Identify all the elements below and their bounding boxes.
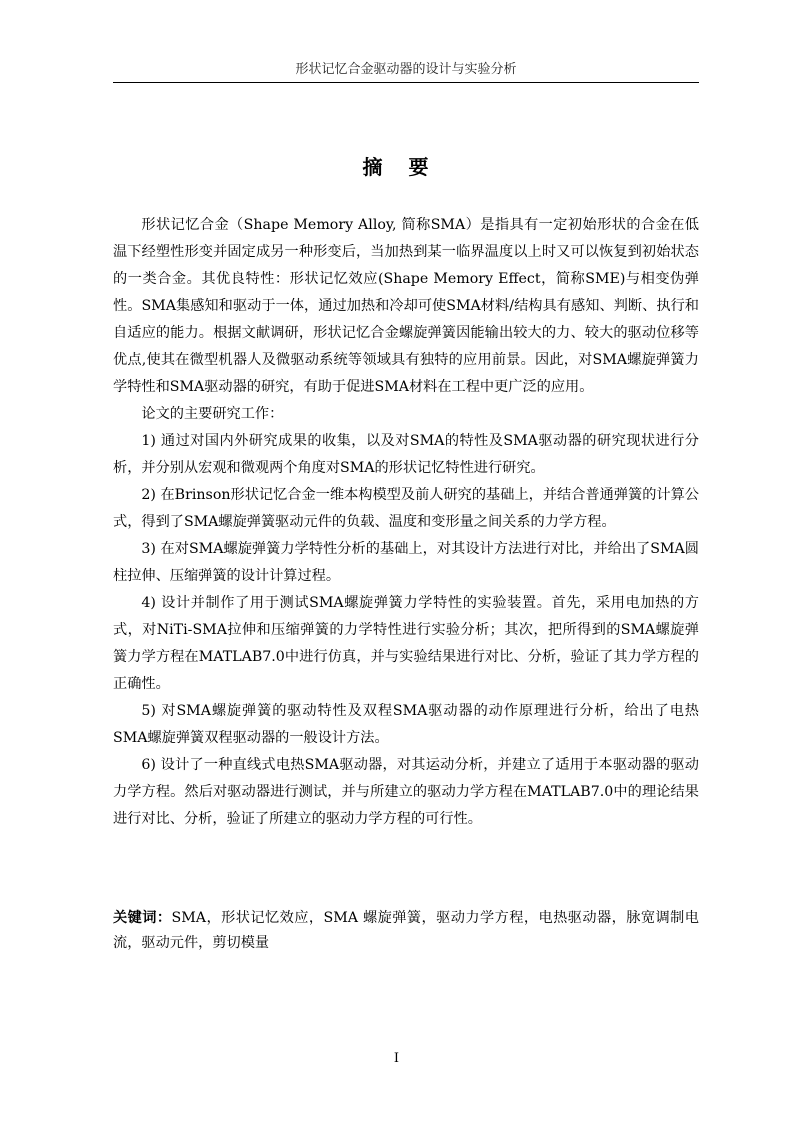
- abstract-paragraph-work-heading: 论文的主要研究工作：: [141, 406, 284, 422]
- page-number: I: [393, 1051, 400, 1066]
- keywords-label: 关键词：: [113, 910, 172, 926]
- running-header: [113, 58, 699, 83]
- abstract-paragraph-item-2: 2) 在Brinson形状记忆合金一维本构模型及前人研究的基础上，并结合普通弹簧的计算公式，得到了SMA螺旋弹簧驱动元件的负载、温度和变形量之间关系的力学方程。: [113, 487, 699, 530]
- abstract-paragraph-intro: 形状记忆合金（Shape Memory Alloy, 简称SMA）是指具有一定初始形状的合金在低温下经塑性形变并固定成另一种形变后，当加热到某一临界温度以上时又可以恢复到初始状态的一类合金。其优良特性：形状记忆效应(Shape Memory Effect，简称SME)与相变伪弹性。SMA集感知和驱动于一体，通过加热和冷却可使SMA材料/结构具有感知、判断、执行和自适应的能力。根据文献调研，形状记忆合金螺旋弹簧因能输出较大的力、较大的驱动位移等优点,使其在微型机器人及微驱动系统等领域具有独特的应用前景。因此，对SMA螺旋弹簧力学特性和SMA驱动器的研究，有助于促进SMA材料在工程中更广泛的应用。: [113, 217, 699, 395]
- abstract-paragraph-item-6: 6) 设计了一种直线式电热SMA驱动器，对其运动分析，并建立了适用于本驱动器的驱动力学方程。然后对驱动器进行测试，并与所建立的驱动力学方程在MATLAB7.0中的理论结果进行对比、分析，验证了所建立的驱动力学方程的可行性。: [113, 757, 699, 827]
- abstract-paragraph-item-5: 5) 对SMA螺旋弹簧的驱动特性及双程SMA驱动器的动作原理进行分析，给出了电热SMA螺旋弹簧双程驱动器的一般设计方法。: [113, 703, 699, 746]
- keywords-text: SMA，形状记忆效应，SMA 螺旋弹簧，驱动力学方程，电热驱动器，脉宽调制电流，驱动元件，剪切模量: [113, 910, 699, 951]
- abstract-paragraph-item-1: 1) 通过对国内外研究成果的收集，以及对SMA的特性及SMA驱动器的研究现状进行分析，并分别从宏观和微观两个角度对SMA的形状记忆特性进行研究。: [113, 433, 699, 476]
- abstract-paragraph-item-4: 4) 设计并制作了用于测试SMA螺旋弹簧力学特性的实验装置。首先，采用电加热的方式，对NiTi-SMA拉伸和压缩弹簧的力学特性进行实验分析；其次，把所得到的SMA螺旋弹簧力学方程在MATLAB7.0中进行仿真，并与实验结果进行对比、分析，验证了其力学方程的正确性。: [113, 595, 699, 692]
- abstract-paragraph-item-3: 3) 在对SMA螺旋弹簧力学特性分析的基础上，对其设计方法进行对比，并给出了SMA圆柱拉伸、压缩弹簧的设计计算过程。: [113, 541, 699, 584]
- keywords-block: [113, 906, 699, 956]
- abstract-title-char-1: 摘: [362, 155, 385, 179]
- abstract-title-char-2: 要: [408, 155, 431, 179]
- abstract-body: [113, 212, 699, 833]
- abstract-title: [0, 152, 793, 182]
- running-title: 形状记忆合金驱动器的设计与实验分析: [295, 62, 517, 77]
